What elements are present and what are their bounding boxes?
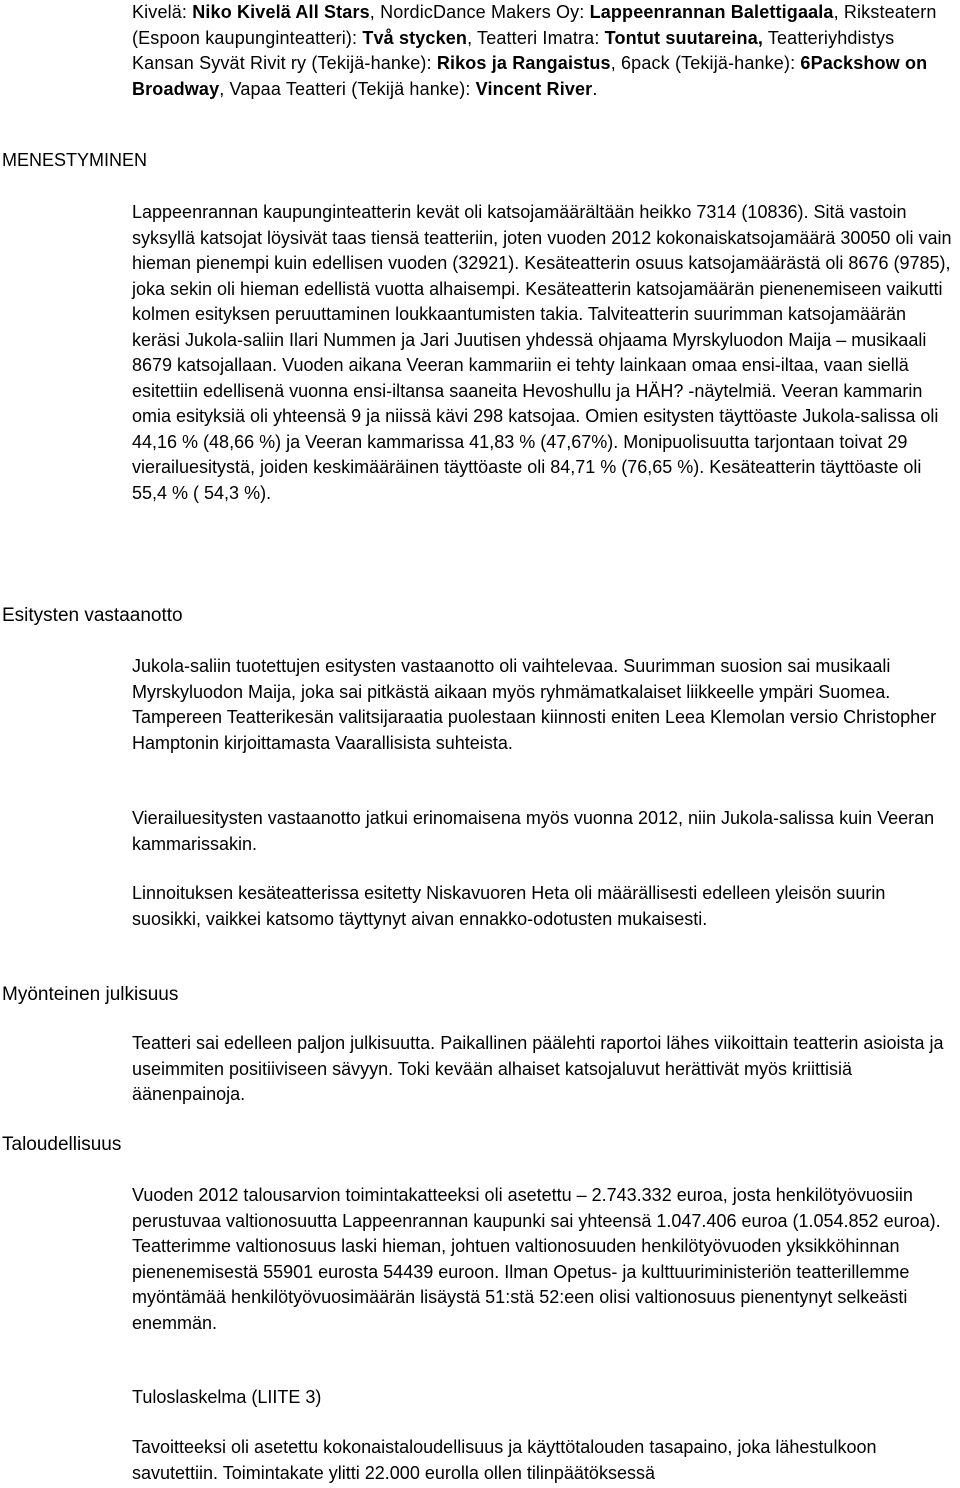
intro-text-run: , Riksteatern (Espoon kaupunginteatteri): — [132, 2, 937, 48]
taloudellisuus-paragraph-1: Vuoden 2012 talousarvion toimintakatteeksi oli asetettu – 2.743.332 euroa, josta henkilötyövuosiin perustuvaa valtionosuutta Lappeenrannan kaupunki sai yhteensä 1.047.406 euroa (1.054.852 euroa). Teatterimme valtionosuus laski hieman, johtuen valtionosuuden henkilötyövuoden yksikköhinnan pienenemisestä 55901 eurosta 54439 euroon. Ilman Opetus- ja kulttuuriministeriön teatterillemme myöntämää henkilötyövuosimäärän lisäystä 51:stä 52:een olisi valtionosuus pienentynyt selkeästi enemmän. — [132, 1185, 941, 1333]
vastaanotto-paragraph-2: Vierailuesitysten vastaanotto jatkui erinomaisena myös vuonna 2012, niin Jukola-salissa kuin Veeran kammarissakin. — [132, 808, 935, 854]
julkisuus-text: Teatteri sai edelleen paljon julkisuutta. Paikallinen päälehti raportoi lähes viikoittain teatterin asioista ja useimmiten positiiviseen sävyyn. Toki kevään alhaiset katsojaluvut herättivät myös kriittisiä äänenpainoja. — [132, 1033, 944, 1104]
intro-text-run: , Teatteri Imatra: — [467, 27, 605, 48]
production-name: Lappeenrannan Balettigaala — [589, 2, 834, 22]
intro-text-run: , 6pack (Tekijä-hanke): — [610, 53, 801, 73]
intro-paragraph — [132, 0, 958, 102]
production-name: Två stycken — [362, 27, 468, 48]
production-name: Tontut suutareina, — [604, 27, 764, 48]
intro-text-run: Teatteriyhdistys Kansan Syvät Rivit ry (Tekijä-hanke): — [132, 27, 895, 73]
intro-text-run: , Vapaa Teatteri (Tekijä hanke): — [219, 78, 476, 99]
production-name: Vincent River — [475, 78, 593, 99]
production-name: Niko Kivelä All Stars — [192, 2, 370, 22]
section-heading-julkisuus: Myönteinen julkisuus — [2, 984, 179, 1005]
tuloslaskelma-reference: Tuloslaskelma (LIITE 3) — [132, 1387, 322, 1407]
vastaanotto-paragraph-1: Jukola-saliin tuotettujen esitysten vastaanotto oli vaihtelevaa. Suurimman suosion sai musikaali Myrskyluodon Maija, joka sai pitkästä aikaan myös ryhmämatkalaiset liikkeelle ympäri Suomea. Tampereen Teatterikesän valitsijaraatia puolestaan kiinnosti eniten Leea Klemolan versio Christopher Hamptonin kirjoittamasta Vaarallisista suhteista. — [132, 656, 937, 753]
section-heading-vastaanotto: Esitysten vastaanotto — [2, 605, 183, 626]
intro-text-run: , NordicDance Makers Oy: — [369, 2, 590, 22]
intro-text-run: . — [592, 78, 598, 99]
section-heading-taloudellisuus: Taloudellisuus — [2, 1134, 122, 1155]
production-name: Rikos ja Rangaistus — [436, 53, 611, 73]
intro-text-run: Kivelä: — [132, 2, 193, 22]
taloudellisuus-paragraph-3: Tavoitteeksi oli asetettu kokonaistaloudellisuus ja käyttötalouden tasapaino, joka lähestulkoon savutettiin. Toimintakate ylitti 22.000 eurolla ollen tilinpäätöksessä — [132, 1437, 877, 1483]
production-name: 6Packshow on Broadway — [132, 53, 928, 99]
menestyminen-text: Lappeenrannan kaupunginteatterin kevät oli katsojamäärältään heikko 7314 (10836). Sitä vastoin syksyllä katsojat löysivät taas tiensä teatteriin, joten vuoden 2012 kokonaiskatsojamäärä 30050 oli vain hieman pienempi kuin edellisen vuoden (32921). Kesäteatterin osuus katsojamäärästä oli 8676 (9785), joka sekin oli hieman edellistä vuotta alhaisempi. Kesäteatterin katsojamäärän pienenemiseen vaikutti kolmen esityksen peruuttaminen loukkaantumisten takia. Talviteatterin suurimman katsojamäärän keräsi Jukola-saliin Ilari Nummen ja Jari Juutisen yhdessä ohjaama Myrskyluodon Maija – musikaali 8679 katsojallaan. Vuoden aikana Veeran kammariin ei tehty lainkaan omaa ensi-iltaa, vaan siellä esitettiin edellisenä vuonna ensi-iltansa saaneita Hevoshullu ja HÄH? -näytelmiä. Veeran kammarin omia esityksiä oli yhteensä 9 ja niissä kävi 298 katsojaa. Omien esitysten täyttöaste Jukola-salissa oli 44,16 % (48,66 %) ja Veeran kammarissa 41,83 % (47,67%). Monipuolisuutta tarjontaan toivat 29 vierailuesitystä, joiden keskimääräinen täyttöaste oli 84,71 % (76,65 %). Kesäteatterin täyttöaste oli 55,4 % ( 54,3 %). — [132, 202, 952, 503]
vastaanotto-paragraph-3: Linnoituksen kesäteatterissa esitetty Niskavuoren Heta oli määrällisesti edelleen yleisön suurin suosikki, vaikkei katsomo täyttynyt aivan ennakko-odotusten mukaisesti. — [132, 883, 886, 929]
section-heading-menestyminen: MENESTYMINEN — [2, 150, 148, 170]
